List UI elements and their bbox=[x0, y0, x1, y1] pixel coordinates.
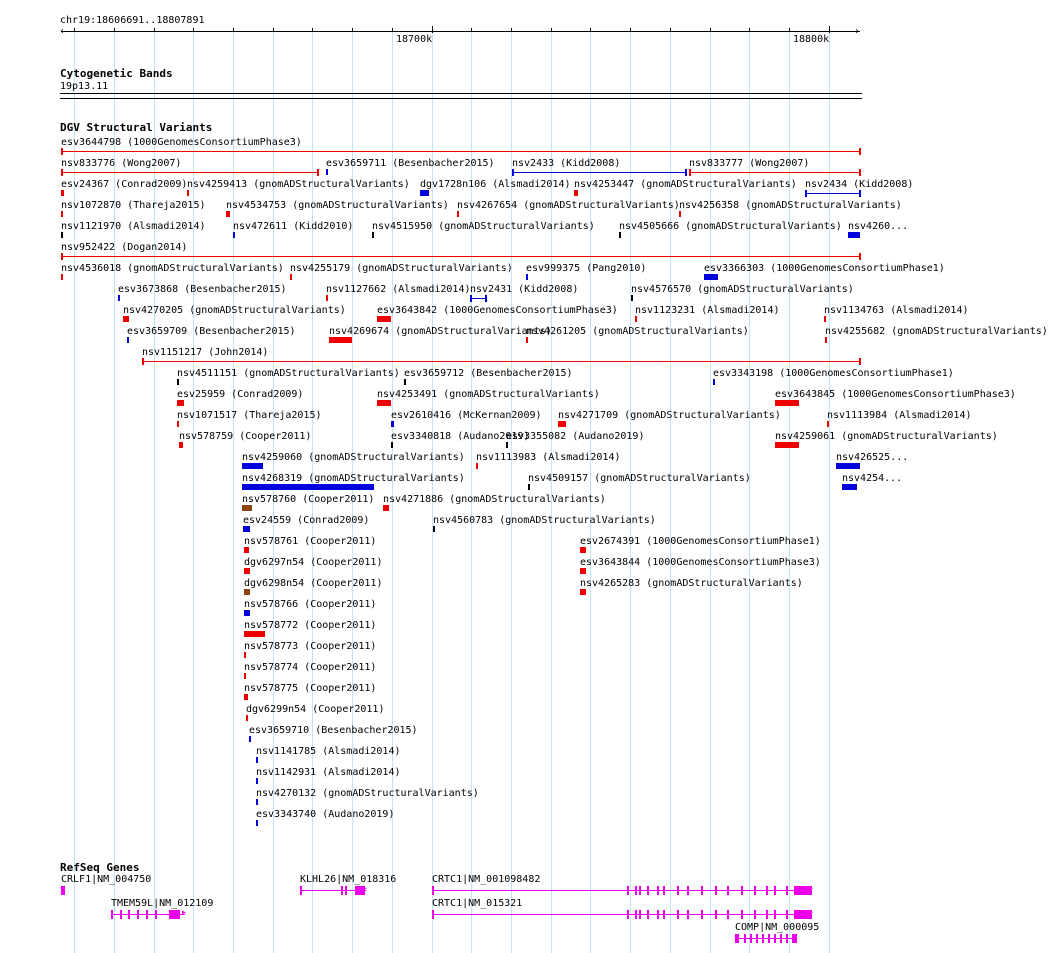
variant-label[interactable]: nsv4511151 (gnomADStructuralVariants) bbox=[177, 368, 400, 379]
gene-exon[interactable] bbox=[762, 934, 764, 943]
gene-exon[interactable] bbox=[786, 886, 788, 895]
gene-label[interactable]: COMP|NM_000095 bbox=[735, 922, 820, 933]
variant-label[interactable]: nsv4259413 (gnomADStructuralVariants) bbox=[187, 179, 410, 190]
gene-label[interactable]: CRTC1|NM_015321 bbox=[432, 898, 523, 909]
variant-label[interactable]: nsv4509157 (gnomADStructuralVariants) bbox=[528, 473, 751, 484]
variant-label[interactable]: esv24367 (Conrad2009) bbox=[61, 179, 188, 190]
gene-exon[interactable] bbox=[774, 910, 776, 919]
gene-exon[interactable] bbox=[639, 886, 641, 895]
gene-exon[interactable] bbox=[657, 886, 659, 895]
strand-right-arrow-icon: ▸ bbox=[362, 883, 369, 894]
gene-exon[interactable] bbox=[677, 910, 679, 919]
gene-exon[interactable] bbox=[635, 910, 637, 919]
gene-exon[interactable] bbox=[639, 910, 641, 919]
variant-label[interactable]: esv24559 (Conrad2009) bbox=[243, 515, 370, 526]
gene-exon[interactable] bbox=[701, 910, 703, 919]
variant-label[interactable]: esv3355082 (Audano2019) bbox=[506, 431, 645, 442]
variant-label[interactable]: dgv6299n54 (Cooper2011) bbox=[246, 704, 385, 715]
variant-label[interactable]: esv3644798 (1000GenomesConsortiumPhase3) bbox=[61, 137, 302, 148]
variant-label[interactable]: nsv4259060 (gnomADStructuralVariants) bbox=[242, 452, 465, 463]
variant-label[interactable]: nsv4271886 (gnomADStructuralVariants) bbox=[383, 494, 606, 505]
gene-exon[interactable] bbox=[677, 886, 679, 895]
variant-label[interactable]: nsv4267654 (gnomADStructuralVariants) bbox=[457, 200, 680, 211]
refseq-track-title: RefSeq Genes bbox=[60, 861, 140, 874]
strand-right-arrow-icon: ▸ bbox=[181, 907, 188, 918]
variant-label[interactable]: esv3659709 (Besenbacher2015) bbox=[127, 326, 296, 337]
variant-label[interactable]: nsv1142931 (Alsmadi2014) bbox=[256, 767, 401, 778]
gene-exon[interactable] bbox=[727, 886, 729, 895]
gene-exon[interactable] bbox=[750, 934, 752, 943]
variant-label[interactable]: nsv4505666 (gnomADStructuralVariants) bbox=[619, 221, 842, 232]
variant-label[interactable]: nsv4534753 (gnomADStructuralVariants) bbox=[226, 200, 449, 211]
variant-label[interactable]: nsv4260... bbox=[848, 221, 909, 232]
dgv-track-title: DGV Structural Variants bbox=[60, 121, 213, 134]
variant-label[interactable]: nsv1127662 (Alsmadi2014) bbox=[326, 284, 471, 295]
variant-label[interactable]: nsv1134763 (Alsmadi2014) bbox=[824, 305, 969, 316]
gene-exon[interactable] bbox=[756, 934, 758, 943]
gene-exon[interactable] bbox=[792, 934, 797, 943]
variant-label[interactable]: nsv4536018 (gnomADStructuralVariants) bbox=[61, 263, 284, 274]
variant-label[interactable]: nsv4269674 (gnomADStructuralVariants) bbox=[329, 326, 552, 337]
variant-label[interactable]: nsv578760 (Cooper2011) bbox=[242, 494, 375, 505]
variant-label[interactable]: nsv578772 (Cooper2011) bbox=[244, 620, 377, 631]
variant-label[interactable]: nsv578761 (Cooper2011) bbox=[244, 536, 377, 547]
variant-label[interactable]: esv25959 (Conrad2009) bbox=[177, 389, 304, 400]
variant-label[interactable]: nsv833776 (Wong2007) bbox=[61, 158, 182, 169]
gene-exon[interactable] bbox=[774, 934, 776, 943]
strand-left-arrow-icon: ◂ bbox=[733, 931, 740, 942]
gene-exon[interactable] bbox=[754, 886, 756, 895]
cytogenetic-bands-title: Cytogenetic Bands bbox=[60, 67, 173, 80]
variant-label[interactable]: nsv4271709 (gnomADStructuralVariants) bbox=[558, 410, 781, 421]
variant-label[interactable]: nsv4270132 (gnomADStructuralVariants) bbox=[256, 788, 479, 799]
variant-label[interactable]: nsv2431 (Kidd2008) bbox=[470, 284, 579, 295]
variant-label[interactable]: nsv1123231 (Alsmadi2014) bbox=[635, 305, 780, 316]
variant-label[interactable]: nsv1151217 (John2014) bbox=[142, 347, 269, 358]
gene-exon[interactable] bbox=[780, 934, 782, 943]
variant-label[interactable]: nsv426525... bbox=[836, 452, 909, 463]
gene-exon[interactable] bbox=[169, 910, 180, 919]
variant-label[interactable]: esv3659711 (Besenbacher2015) bbox=[326, 158, 495, 169]
gene-exon[interactable] bbox=[774, 886, 776, 895]
ruler-left-arrow-icon[interactable]: ‹ bbox=[59, 26, 66, 37]
variant-label[interactable]: nsv578773 (Cooper2011) bbox=[244, 641, 377, 652]
gene-exon[interactable] bbox=[300, 886, 302, 895]
variant-label[interactable]: esv3643845 (1000GenomesConsortiumPhase3) bbox=[775, 389, 1016, 400]
gene-exon[interactable] bbox=[137, 910, 139, 919]
gene-exon[interactable] bbox=[657, 910, 659, 919]
variant-label[interactable]: nsv578775 (Cooper2011) bbox=[244, 683, 377, 694]
variant-label[interactable]: nsv4515950 (gnomADStructuralVariants) bbox=[372, 221, 595, 232]
variant-label[interactable]: esv2610416 (McKernan2009) bbox=[391, 410, 542, 421]
variant-label[interactable]: esv3643844 (1000GenomesConsortiumPhase3) bbox=[580, 557, 821, 568]
variant-label[interactable]: esv3659710 (Besenbacher2015) bbox=[249, 725, 418, 736]
variant-label[interactable]: nsv4259061 (gnomADStructuralVariants) bbox=[775, 431, 998, 442]
variant-label[interactable]: nsv578766 (Cooper2011) bbox=[244, 599, 377, 610]
gene-exon[interactable] bbox=[627, 886, 629, 895]
ruler-position-label: chr19:18606691..18807891 bbox=[60, 15, 205, 26]
variant-label[interactable]: nsv1113983 (Alsmadi2014) bbox=[476, 452, 621, 463]
variant-label[interactable]: nsv4254... bbox=[842, 473, 903, 484]
strand-right-arrow-icon: ▸ bbox=[808, 883, 815, 894]
gene-exon[interactable] bbox=[786, 910, 788, 919]
variant-label[interactable]: nsv1071517 (Thareja2015) bbox=[177, 410, 322, 421]
gene-exon[interactable] bbox=[647, 886, 649, 895]
ruler-right-arrow-icon[interactable]: › bbox=[854, 26, 861, 37]
variant-label[interactable]: nsv1113984 (Alsmadi2014) bbox=[827, 410, 972, 421]
variant-label[interactable]: esv3343198 (1000GenomesConsortiumPhase1) bbox=[713, 368, 954, 379]
gene-exon[interactable] bbox=[663, 886, 665, 895]
variant-label[interactable]: esv3643842 (1000GenomesConsortiumPhase3) bbox=[377, 305, 618, 316]
variant-label[interactable]: nsv4270205 (gnomADStructuralVariants) bbox=[123, 305, 346, 316]
gene-exon[interactable] bbox=[766, 910, 768, 919]
gene-exon[interactable] bbox=[146, 910, 148, 919]
gene-exon[interactable] bbox=[128, 910, 130, 919]
gene-exon[interactable] bbox=[111, 910, 113, 919]
variant-label[interactable]: esv2674391 (1000GenomesConsortiumPhase1) bbox=[580, 536, 821, 547]
variant-label[interactable]: nsv4261205 (gnomADStructuralVariants) bbox=[526, 326, 749, 337]
variant-label[interactable]: esv3659712 (Besenbacher2015) bbox=[404, 368, 573, 379]
strand-right-arrow-icon: ▸ bbox=[808, 907, 815, 918]
variant-label[interactable]: nsv578774 (Cooper2011) bbox=[244, 662, 377, 673]
gene-label[interactable]: CRTC1|NM_001098482 bbox=[432, 874, 541, 885]
gene-exon[interactable] bbox=[647, 910, 649, 919]
ruler-tick-label: 18700k bbox=[396, 34, 433, 45]
gene-exon[interactable] bbox=[727, 910, 729, 919]
variant-label[interactable]: nsv4255682 (gnomADStructuralVariants) bbox=[825, 326, 1048, 337]
variant-label[interactable]: nsv4253447 (gnomADStructuralVariants) bbox=[574, 179, 797, 190]
gene-exon[interactable] bbox=[741, 910, 743, 919]
variant-label[interactable]: nsv1141785 (Alsmadi2014) bbox=[256, 746, 401, 757]
variant-label[interactable]: dgv6298n54 (Cooper2011) bbox=[244, 578, 383, 589]
gene-exon[interactable] bbox=[345, 886, 347, 895]
gene-exon[interactable] bbox=[786, 934, 788, 943]
variant-label[interactable]: nsv4253491 (gnomADStructuralVariants) bbox=[377, 389, 600, 400]
variant-label[interactable]: esv3673868 (Besenbacher2015) bbox=[118, 284, 287, 295]
variant-label[interactable]: nsv833777 (Wong2007) bbox=[689, 158, 810, 169]
gene-exon[interactable] bbox=[155, 910, 157, 919]
gene-exon[interactable] bbox=[715, 886, 717, 895]
gene-label[interactable]: KLHL26|NM_018316 bbox=[300, 874, 397, 885]
variant-label[interactable]: nsv1072870 (Thareja2015) bbox=[61, 200, 206, 211]
gene-label[interactable]: TMEM59L|NM_012109 bbox=[111, 898, 214, 909]
variant-label[interactable]: nsv4268319 (gnomADStructuralVariants) bbox=[242, 473, 465, 484]
variant-label[interactable]: nsv4255179 (gnomADStructuralVariants) bbox=[290, 263, 513, 274]
gene-exon[interactable] bbox=[701, 886, 703, 895]
gene-exon[interactable] bbox=[754, 910, 756, 919]
gene-exon[interactable] bbox=[627, 910, 629, 919]
gene-exon[interactable] bbox=[635, 886, 637, 895]
variant-label[interactable]: esv3366303 (1000GenomesConsortiumPhase1) bbox=[704, 263, 945, 274]
variant-label[interactable]: nsv472611 (Kidd2010) bbox=[233, 221, 354, 232]
gene-exon[interactable] bbox=[120, 910, 122, 919]
gene-exon[interactable] bbox=[741, 886, 743, 895]
gene-exon[interactable] bbox=[341, 886, 343, 895]
variant-label[interactable]: nsv578759 (Cooper2011) bbox=[179, 431, 312, 442]
variant-label[interactable]: nsv952422 (Dogan2014) bbox=[61, 242, 188, 253]
gene-exon[interactable] bbox=[687, 910, 689, 919]
gene-exon[interactable] bbox=[432, 910, 434, 919]
variant-label[interactable]: esv3343740 (Audano2019) bbox=[256, 809, 395, 820]
gene-exon[interactable] bbox=[768, 934, 770, 943]
variant-label[interactable]: nsv4576570 (gnomADStructuralVariants) bbox=[631, 284, 854, 295]
variant-label[interactable]: nsv2433 (Kidd2008) bbox=[512, 158, 621, 169]
variant-label[interactable]: nsv4560783 (gnomADStructuralVariants) bbox=[433, 515, 656, 526]
variant-label[interactable]: esv999375 (Pang2010) bbox=[526, 263, 647, 274]
cytoband-label: 19p13.11 bbox=[60, 81, 109, 92]
variant-label[interactable]: nsv4265283 (gnomADStructuralVariants) bbox=[580, 578, 803, 589]
gene-label[interactable]: CRLF1|NM_004750 bbox=[61, 874, 152, 885]
gene-exon[interactable] bbox=[715, 910, 717, 919]
variant-label[interactable]: dgv1728n106 (Alsmadi2014) bbox=[420, 179, 571, 190]
variant-label[interactable]: nsv1121970 (Alsmadi2014) bbox=[61, 221, 206, 232]
gene-exon[interactable] bbox=[744, 934, 746, 943]
variant-label[interactable]: nsv4256358 (gnomADStructuralVariants) bbox=[679, 200, 902, 211]
ruler-tick-label: 18800k bbox=[793, 34, 830, 45]
gene-exon[interactable] bbox=[663, 910, 665, 919]
variant-label[interactable]: esv3340818 (Audano2019) bbox=[391, 431, 530, 442]
variant-label[interactable]: nsv2434 (Kidd2008) bbox=[805, 179, 914, 190]
variant-label[interactable]: dgv6297n54 (Cooper2011) bbox=[244, 557, 383, 568]
gene-exon[interactable] bbox=[687, 886, 689, 895]
gene-exon[interactable] bbox=[766, 886, 768, 895]
gene-exon[interactable] bbox=[432, 886, 434, 895]
strand-left-arrow-icon: ◂ bbox=[59, 883, 66, 894]
